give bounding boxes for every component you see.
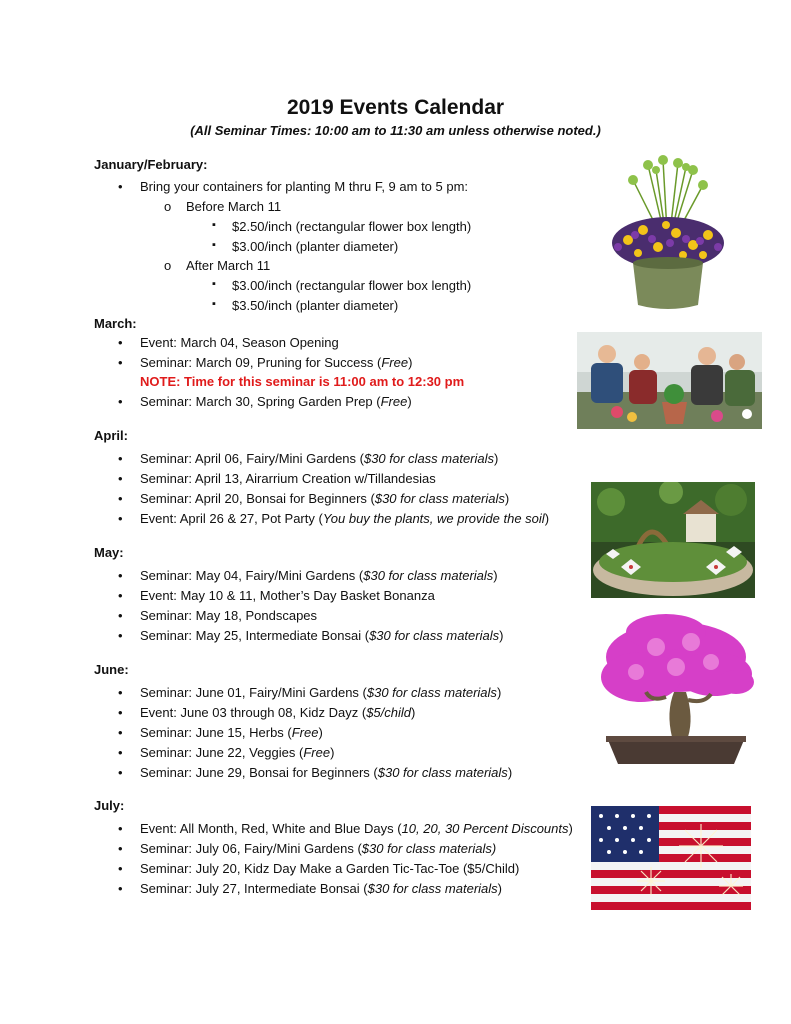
heading-june: June: (94, 662, 129, 677)
march-item: • Seminar: March 30, Spring Garden Prep (Free) (140, 394, 412, 409)
june-item: • Event: June 03 through 08, Kidz Dayz ($5/child) (140, 705, 415, 720)
july-item: • Seminar: July 06, Fairy/Mini Gardens ($30 for class materials) (140, 841, 496, 856)
may-item: • Seminar: May 18, Pondscapes (140, 608, 317, 623)
may-item: • Event: May 10 & 11, Mother’s Day Basket Bonanza (140, 588, 435, 603)
march-time-note: NOTE: Time for this seminar is 11:00 am to 12:30 pm (140, 374, 465, 389)
planter-photo (608, 155, 728, 315)
april-item: • Event: April 26 & 27, Pot Party (You buy the plants, we provide the soil) (140, 511, 549, 526)
april-item: • Seminar: April 20, Bonsai for Beginners ($30 for class materials) (140, 491, 509, 506)
heading-may: May: (94, 545, 124, 560)
july-item: • Event: All Month, Red, White and Blue Days (10, 20, 30 Percent Discounts) (140, 821, 573, 836)
janfeb-intro: • Bring your containers for planting M thru F, 9 am to 5 pm: (140, 179, 468, 194)
janfeb-before-label: o Before March 11 (186, 199, 281, 214)
june-item: • Seminar: June 15, Herbs (Free) (140, 725, 323, 740)
april-item: • Seminar: April 13, Airarrium Creation w/Tillandesias (140, 471, 436, 486)
may-item: • Seminar: May 25, Intermediate Bonsai ($30 for class materials) (140, 628, 503, 643)
july-item: • Seminar: July 20, Kidz Day Make a Garden Tic-Tac-Toe ($5/Child) (140, 861, 519, 876)
page-title: 2019 Events Calendar (286, 96, 505, 119)
flag-fireworks-photo (591, 806, 751, 910)
janfeb-before-price-planter: ▪ $3.00/inch (planter diameter) (232, 239, 398, 254)
heading-january-february: January/February: (94, 157, 208, 172)
july-item: • Seminar: July 27, Intermediate Bonsai ($30 for class materials) (140, 881, 502, 896)
june-item: • Seminar: June 22, Veggies (Free) (140, 745, 334, 760)
gardeners-photo (577, 332, 762, 429)
heading-april: April: (94, 428, 128, 443)
fairy-garden-photo (591, 482, 755, 598)
heading-march: March: (94, 316, 137, 331)
heading-july: July: (94, 798, 125, 813)
janfeb-after-price-planter: ▪ $3.50/inch (planter diameter) (232, 298, 398, 313)
march-item: • Event: March 04, Season Opening (140, 335, 339, 350)
june-item: • Seminar: June 29, Bonsai for Beginners ($30 for class materials) (140, 765, 512, 780)
april-item: • Seminar: April 06, Fairy/Mini Gardens ($30 for class materials) (140, 451, 498, 466)
may-item: • Seminar: May 04, Fairy/Mini Gardens ($30 for class materials) (140, 568, 498, 583)
janfeb-after-price-box: ▪ $3.00/inch (rectangular flower box length) (232, 278, 471, 293)
bonsai-photo (596, 612, 756, 770)
june-item: • Seminar: June 01, Fairy/Mini Gardens ($30 for class materials) (140, 685, 501, 700)
page-subtitle: (All Seminar Times: 10:00 am to 11:30 am unless otherwise noted.) (190, 123, 601, 138)
janfeb-after-label: o After March 11 (186, 258, 270, 273)
march-item: • Seminar: March 09, Pruning for Success (Free) (140, 355, 412, 370)
janfeb-before-price-box: ▪ $2.50/inch (rectangular flower box length) (232, 219, 471, 234)
